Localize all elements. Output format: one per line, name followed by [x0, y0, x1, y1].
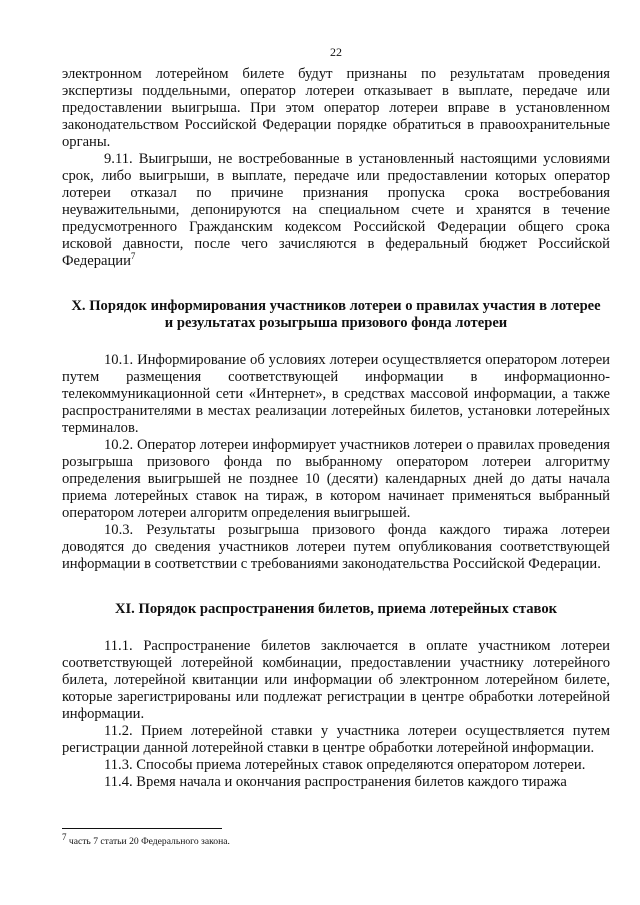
footnote-divider	[62, 828, 222, 829]
paragraph-9-11	[62, 151, 610, 270]
paragraph-11-3: 11.3. Способы приема лотерейных ставок определяются оператором лотереи.	[104, 757, 586, 773]
section-x-heading	[62, 298, 610, 332]
footnote-reference[interactable]: 7	[130, 251, 136, 262]
section-x-heading-line2: и результатах розыгрыша призового фонда лотереи	[164, 315, 508, 331]
paragraph-10-1: 10.1. Информирование об условиях лотереи осуществляется оператором лотереи путем размещения соответствующей информации в информационно-телекоммуникационной сети «Интернет», в средствах массовой информации, а также распространителями в местах реализации лотерейных билетов, установки лотерейных терминалов.	[62, 352, 610, 436]
paragraph-11-4: 11.4. Время начала и окончания распространения билетов каждого тиража	[104, 774, 567, 790]
footnote-text: часть 7 статьи 20 Федерального закона.	[66, 836, 230, 847]
section-xi-heading: XI. Порядок распространения билетов, приема лотерейных ставок	[114, 601, 558, 617]
paragraph-9-11-text: 9.11. Выигрыши, не востребованные в установленный настоящими условиями срок, либо выигрыши, в выплате, передаче или предоставлении которых оператор лотереи отказал по причине признания пропуска срока востребования неуважительными, депонируются на специальном счете и хранятся в течение предусмотренного Гражданским кодексом Российской Федерации общего срока исковой давности, после чего зачисляются в федеральный бюджет Российской Федерации	[62, 151, 610, 269]
paragraph-10-3: 10.3. Результаты розыгрыша призового фонда каждого тиража лотереи доводятся до сведения участников лотереи путем опубликования соответствующей информации в соответствии с требованиями законодательства Российской Федерации.	[62, 522, 610, 572]
footnote-marker: 7	[62, 831, 67, 842]
paragraph-11-2: 11.2. Прием лотерейной ставки у участника лотереи осуществляется путем регистрации данной лотерейной ставки в центре обработки лотерейной информации.	[62, 723, 610, 756]
paragraph-11-1: 11.1. Распространение билетов заключается в оплате участником лотереи соответствующей лотерейной комбинации, предоставлении участнику лотерейного билета, лотерейной квитанции или информации об электронном лотерейном билете, которые зарегистрированы или подлежат регистрации в центре обработки лотерейной информации.	[62, 638, 610, 722]
page-body	[62, 66, 610, 791]
section-x-heading-line1: X. Порядок информирования участников лотереи о правилах участия в лотерее	[71, 298, 601, 314]
page-number: 22	[330, 45, 342, 59]
paragraph-10-2: 10.2. Оператор лотереи информирует участников лотереи о правилах проведения розыгрыша призового фонда по выбранному оператором лотереи алгоритму определения выигрышей не позднее 10 (десяти) календарных дней до даты начала приема лотерейных ставок на тираж, в котором начинает применяться выбранный оператором лотереи алгоритм определения выигрышей.	[62, 437, 610, 521]
paragraph-continuation: электронном лотерейном билете будут признаны по результатам проведения экспертизы поддельными, оператор лотереи отказывает в выплате, передаче или предоставлении выигрыша. При этом оператор лотереи вправе в установленном законодательством Российской Федерации порядке обратиться в правоохранительные органы.	[62, 66, 610, 150]
footnote	[62, 831, 230, 847]
